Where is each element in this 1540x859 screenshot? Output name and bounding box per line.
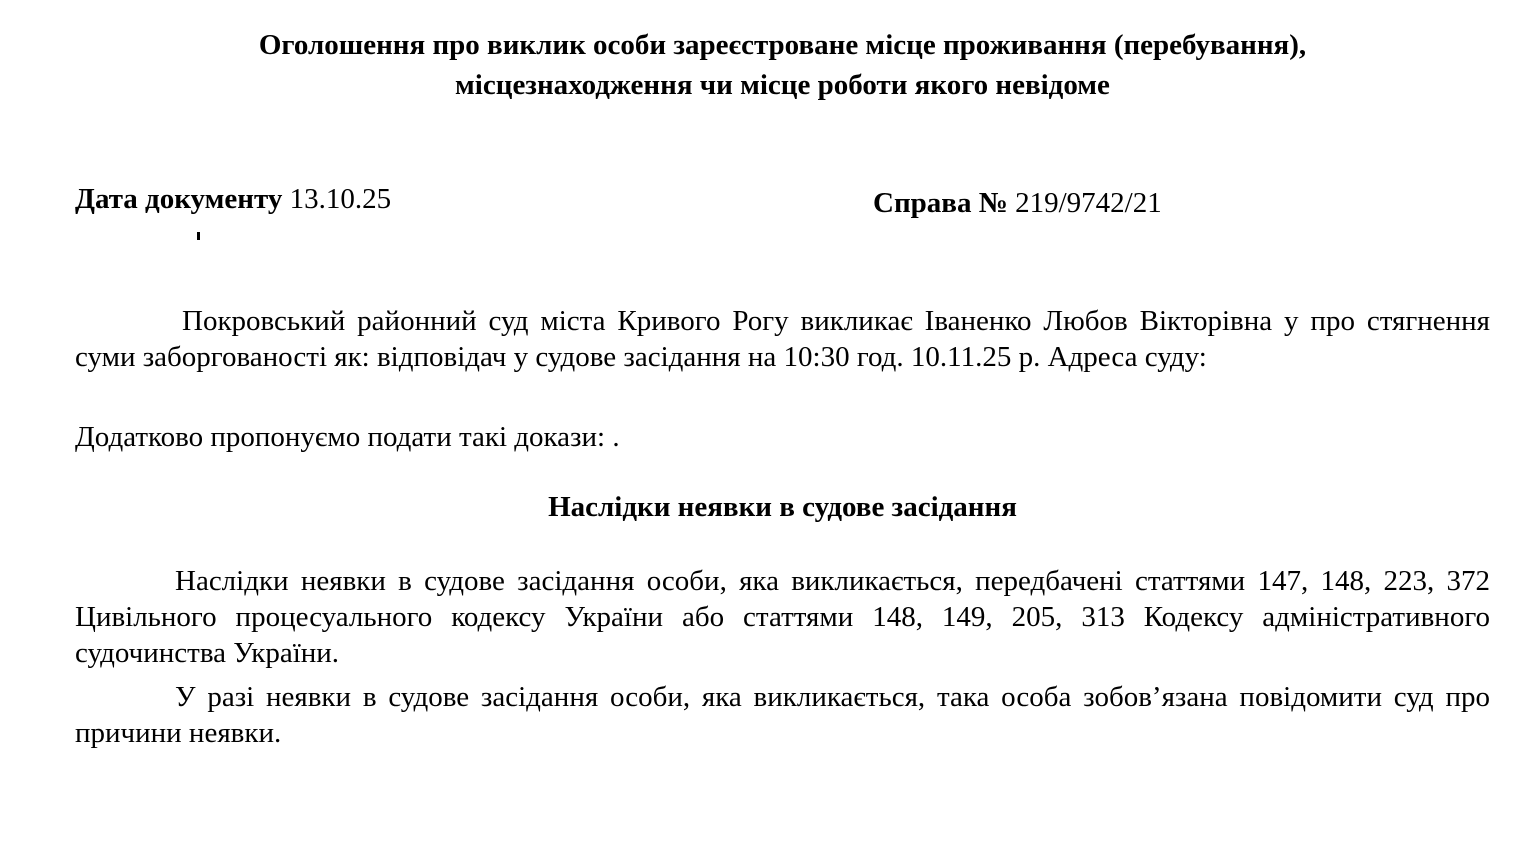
case-number-value: 219/9742/21	[1015, 187, 1162, 219]
consequences-heading: Наслідки неявки в судове засідання	[548, 491, 1017, 523]
document-title-line-2: місцезнаходження чи місце роботи якого невідоме	[455, 69, 1110, 101]
case-number-label: Справа №	[873, 187, 1008, 219]
absence-duty-paragraph: У разі неявки в судове засідання особи, яка викликається, така особа зобов’язана повідомити суд про причини неявки.	[75, 681, 1490, 749]
scan-mark	[197, 232, 200, 240]
case-number	[873, 184, 1162, 222]
summons-paragraph: Покровський районний суд міста Кривого Рогу викликає Іваненко Любов Вікторівна у про стягнення суми заборгованості як: відповідач у судове засідання на 10:30 год. 10.11.25 р. Адреса суду:	[75, 305, 1490, 373]
document-date	[75, 180, 391, 218]
document-date-value: 13.10.25	[289, 183, 392, 215]
document-title-line-1: Оголошення про виклик особи зареєстроване місце проживання (перебування),	[258, 29, 1307, 61]
extra-evidence-paragraph: Додатково пропонуємо подати такі докази: .	[75, 421, 620, 453]
document-date-label: Дата документу	[75, 183, 283, 215]
consequences-paragraph: Наслідки неявки в судове засідання особи, яка викликається, передбачені статтями 147, 148, 223, 372 Цивільного процесуального кодексу України або статтями 148, 149, 205, 313 Кодексу адміністративного судочинства України.	[75, 565, 1490, 669]
